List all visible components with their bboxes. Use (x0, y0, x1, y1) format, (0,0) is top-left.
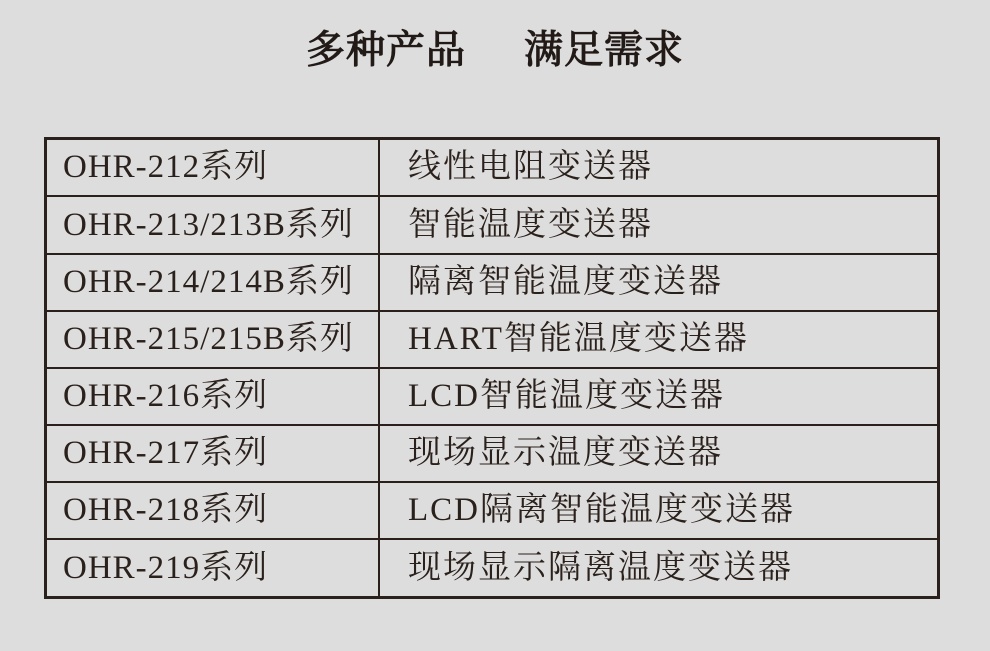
description-cell: 隔离智能温度变送器 (379, 254, 939, 311)
description-cell: LCD智能温度变送器 (379, 368, 939, 425)
product-table (44, 137, 940, 599)
series-cell: OHR-215/215B系列 (46, 311, 380, 368)
table-row (46, 482, 939, 539)
series-cell: OHR-214/214B系列 (46, 254, 380, 311)
description-cell: HART智能温度变送器 (379, 311, 939, 368)
table-row (46, 539, 939, 597)
series-cell: OHR-219系列 (46, 539, 380, 597)
description-cell: 现场显示隔离温度变送器 (379, 539, 939, 597)
table-row (46, 139, 939, 197)
page-title-left: 多种产品 (305, 29, 466, 72)
table-row (46, 368, 939, 425)
page-title (0, 30, 990, 73)
series-cell: OHR-216系列 (46, 368, 380, 425)
description-cell: LCD隔离智能温度变送器 (379, 482, 939, 539)
table-row (46, 196, 939, 253)
series-cell: OHR-217系列 (46, 425, 380, 482)
description-cell: 智能温度变送器 (379, 196, 939, 253)
description-cell: 线性电阻变送器 (379, 139, 939, 197)
table-row (46, 425, 939, 482)
series-cell: OHR-212系列 (46, 139, 380, 197)
page-title-right: 满足需求 (524, 29, 685, 72)
table-row (46, 311, 939, 368)
series-cell: OHR-213/213B系列 (46, 196, 380, 253)
description-cell: 现场显示温度变送器 (379, 425, 939, 482)
table-row (46, 254, 939, 311)
series-cell: OHR-218系列 (46, 482, 380, 539)
